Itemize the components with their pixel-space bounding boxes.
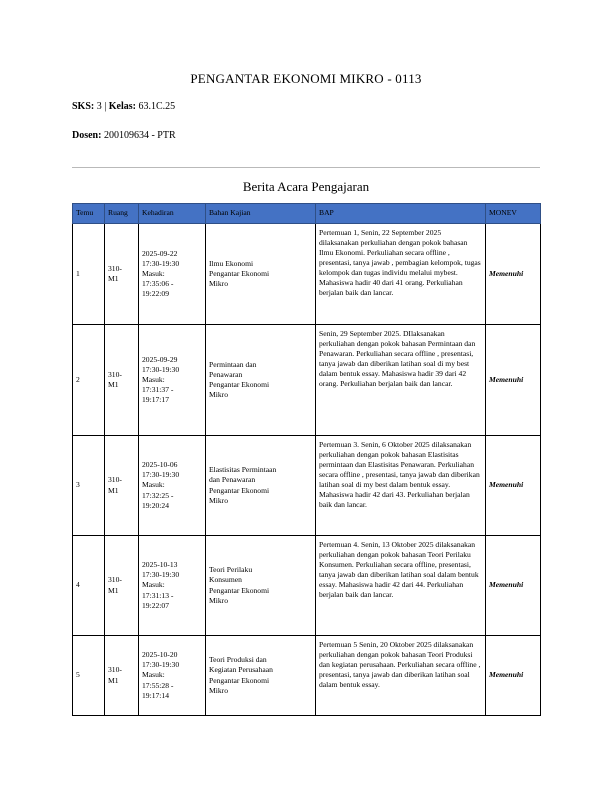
cell-bahan-kajian: Teori Produksi dan Kegiatan Perusahaan Pengantar Ekonomi Mikro [206, 636, 316, 716]
col-temu: Temu [73, 204, 105, 224]
cell-ruang: 310- M1 [105, 536, 139, 636]
dosen-label: Dosen: [72, 130, 102, 141]
course-title: PENGANTAR EKONOMI MIKRO - 0113 [190, 71, 422, 86]
cell-temu: 5 [73, 636, 105, 716]
section-title: Berita Acara Pengajaran [242, 179, 370, 194]
table-row [73, 224, 541, 325]
table-row [73, 536, 541, 636]
cell-ruang: 310- M1 [105, 325, 139, 436]
cell-ruang: 310- M1 [105, 636, 139, 716]
cell-bap: Pertemuan 3. Senin, 6 Oktober 2025 dilaksanakan perkuliahan dengan pokok bahasan Elastisitas permintaan dan Elastisitas Penawaran. Perkuliahan secara offline , presentasi, tanya jawab dan diberikan latihan soal di my best dalam bentuk essay. Mahasiswa hadir 42 dari 43. Perkuliahan berjalan baik dan lancar. [316, 436, 486, 536]
col-ruang: Ruang [105, 204, 139, 224]
cell-bahan-kajian: Teori Perilaku Konsumen Pengantar Ekonomi Mikro [206, 536, 316, 636]
col-kehadiran: Kehadiran [139, 204, 206, 224]
cell-bahan-kajian: Permintaan dan Penawaran Pengantar Ekonomi Mikro [206, 325, 316, 436]
cell-temu: 2 [73, 325, 105, 436]
cell-temu: 4 [73, 536, 105, 636]
cell-bap: Pertemuan 4. Senin, 13 Oktober 2025 dilaksanakan perkuliahan dengan pokok bahasan Teori Perilaku Konsumen. Perkuliahan secara offline, presentasi, tanya jawab dan diberikan latihan soal dalam bentuk essay. Mahasiswa hadir 42 dari 44. Perkuliahan berjalan baik dan lancar. [316, 536, 486, 636]
cell-kehadiran: 2025-10-13 17:30-19:30 Masuk: 17:31:13 - 19:22:07 [139, 536, 206, 636]
sks-value: 3 [96, 101, 102, 112]
dosen-line [72, 130, 176, 141]
kelas-label: Kelas: [108, 101, 136, 112]
cell-monev: Memenuhi [486, 224, 541, 325]
cell-monev: Memenuhi [486, 536, 541, 636]
cell-temu: 3 [73, 436, 105, 536]
cell-ruang: 310- M1 [105, 224, 139, 325]
cell-bahan-kajian: Ilmu Ekonomi Pengantar Ekonomi Mikro [206, 224, 316, 325]
table-row [73, 436, 541, 536]
col-bap: BAP [316, 204, 486, 224]
table-row [73, 636, 541, 716]
sks-kelas-line [72, 101, 175, 112]
cell-temu: 1 [73, 224, 105, 325]
cell-kehadiran: 2025-10-06 17:30-19:30 Masuk: 17:32:25 - 19:20:24 [139, 436, 206, 536]
bap-table [72, 203, 541, 716]
cell-bahan-kajian: Elastisitas Permintaan dan Penawaran Pengantar Ekonomi Mikro [206, 436, 316, 536]
separator: | [104, 101, 107, 112]
sks-label: SKS: [72, 101, 95, 112]
cell-kehadiran: 2025-10-20 17:30-19:30 Masuk: 17:55:28 - 19:17:14 [139, 636, 206, 716]
col-monev: MONEV [486, 204, 541, 224]
cell-kehadiran: 2025-09-22 17:30-19:30 Masuk: 17:35:06 - 19:22:09 [139, 224, 206, 325]
cell-bap: Senin, 29 September 2025. DIlaksanakan perkuliahan dengan pokok bahasan Permintaan dan Penawaran. Perkuliahan secara offline , presentasi, tanya jawab dan diberikan latihan soal di my best dalam bentuk essay. Mahasiswa hadir 39 dari 42 orang. Perkuliahan berjalan baik dan lancar. [316, 325, 486, 436]
col-bahan-kajian: Bahan Kajian [206, 204, 316, 224]
cell-bap: Pertemuan 5 Senin, 20 Oktober 2025 dilaksanakan perkuliahan dengan pokok bahasan Teori Produksi dan kegiatan perusahaan. Perkuliahan secara offline , presentasi, tanya jawab dan diberikan latihan soal dalam bentuk essay. [316, 636, 486, 716]
table-header-row [73, 204, 541, 224]
cell-ruang: 310- M1 [105, 436, 139, 536]
cell-monev: Memenuhi [486, 636, 541, 716]
divider [72, 167, 540, 168]
table-row [73, 325, 541, 436]
dosen-value: 200109634 - PTR [103, 130, 176, 141]
cell-kehadiran: 2025-09-29 17:30-19:30 Masuk: 17:31:37 - 19:17:17 [139, 325, 206, 436]
cell-monev: Memenuhi [486, 325, 541, 436]
kelas-value: 63.1C.25 [138, 101, 176, 112]
cell-monev: Memenuhi [486, 436, 541, 536]
cell-bap: Pertemuan 1, Senin, 22 September 2025 dilaksanakan perkuliahan dengan pokok bahasan Ilmu Ekonomi. Perkuliahan secara offline , presentasi, tanya jawab , pembagian kelompok, tugas kelompok dan tugas individu melalui mybest. Mahasiswa hadir 40 dari 41 orang. Perkuliahan berjalan baik dan lancar. [316, 224, 486, 325]
